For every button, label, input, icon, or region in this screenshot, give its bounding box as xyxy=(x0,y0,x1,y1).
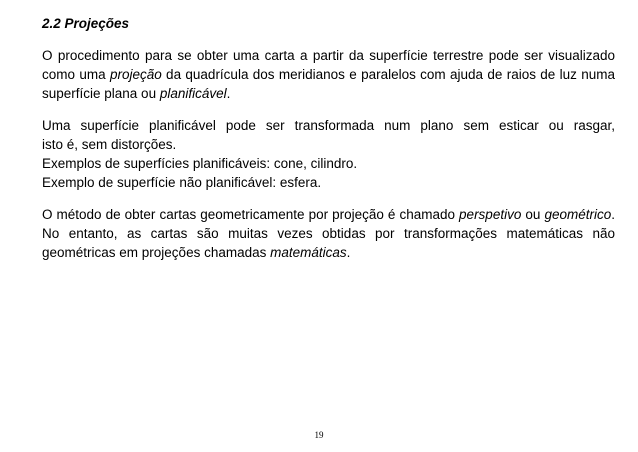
p3-term-perspetivo: perspetivo xyxy=(459,207,522,222)
p1-text-a: O procedimento para se obter uma carta a partir da superfície terrestre pode ser visualizado como uma xyxy=(42,48,615,82)
p1-term-planificavel: planificável xyxy=(159,86,227,101)
p1-text-c: . xyxy=(226,86,231,101)
p3-term-matematicas: matemáticas xyxy=(270,245,347,260)
p3-text-d: . xyxy=(346,245,351,260)
p2-line-2: isto é, sem distorções. xyxy=(42,137,177,152)
p1-text-b: da quadrícula dos meridianos e paralelos com ajuda de raios de luz numa superfície plana ou xyxy=(42,67,616,101)
p3-text-b: ou xyxy=(521,207,545,222)
p2-line-1: Uma superfície planificável pode ser transformada num plano sem esticar ou rasgar, xyxy=(42,118,615,133)
paragraph-planificable-surfaces xyxy=(42,116,615,192)
p3-text-c: . No entanto, as cartas são muitas vezes obtidas por transformações matemáticas não geométricas em projeções chamadas xyxy=(42,207,615,260)
p1-term-projecao: projeção xyxy=(109,67,162,82)
document-page xyxy=(42,14,615,275)
p2-line-4: Exemplo de superfície não planificável: esfera. xyxy=(42,175,322,190)
p2-line-3: Exemplos de superfícies planificáveis: cone, cilindro. xyxy=(42,156,358,171)
section-heading: 2.2 Projeções xyxy=(42,16,130,31)
page-number: 19 xyxy=(314,430,324,440)
p3-term-geometrico: geométrico xyxy=(544,207,612,222)
p3-text-a: O método de obter cartas geometricamente por projeção é chamado xyxy=(42,207,460,222)
paragraph-projection-definition xyxy=(42,46,615,103)
paragraph-projection-methods xyxy=(42,205,615,262)
